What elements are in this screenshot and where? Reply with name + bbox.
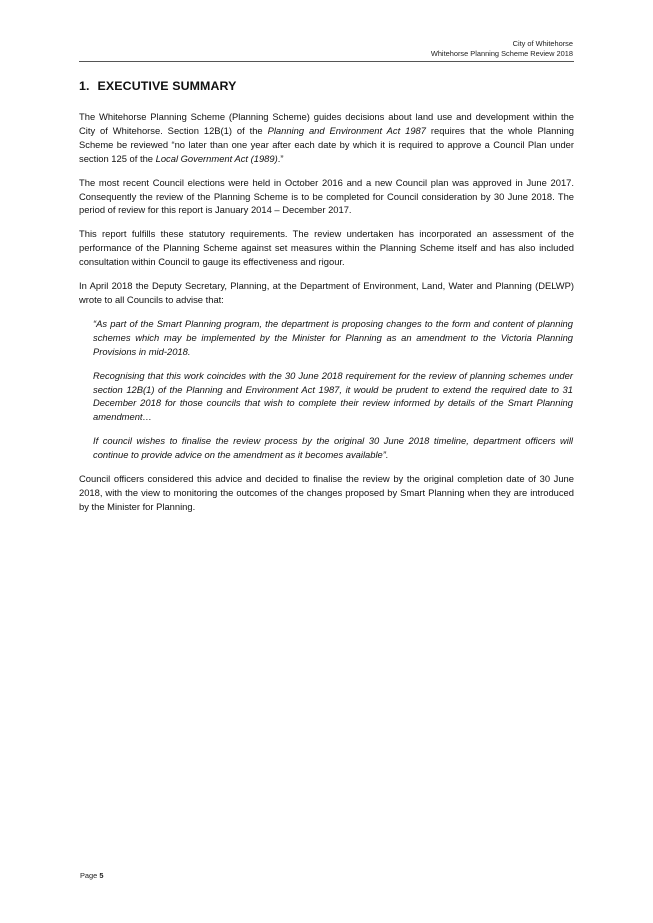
paragraph-elections: The most recent Council elections were held in October 2016 and a new Council plan was approved in June 2017. Consequently the review of the Planning Scheme is to be completed for Council consideration by 30 June 2018. The period of review for this report is January 2014 – December 2017.: [79, 176, 574, 216]
page-label: Page: [80, 871, 98, 880]
main-content: [79, 79, 574, 524]
page-number: 5: [99, 871, 104, 880]
paragraph-council-decision: Council officers considered this advice and decided to finalise the review by the original completion date of 30 June 2018, with the view to monitoring the outcomes of the changes proposed by Smart Planning when they are introduced by the Minister for Planning.: [79, 473, 574, 512]
section-heading: [79, 79, 574, 93]
quote-timeline: If council wishes to finalise the review process by the original 30 June 2018 timeline, department officers will continue to provide advice on the amendment as it becomes available”.: [93, 435, 573, 461]
section-title: EXECUTIVE SUMMARY: [97, 79, 237, 93]
header-document-title: Whitehorse Planning Scheme Review 2018: [430, 49, 573, 58]
paragraph-delwp-advice: In April 2018 the Deputy Secretary, Planning, at the Department of Environment, Land, Water and Planning (DELWP) wrote to all Councils to advise that:: [79, 280, 574, 305]
page-header: [431, 39, 573, 59]
page-footer: [80, 871, 103, 880]
section-number: 1.: [79, 79, 90, 93]
act-title: Planning and Environment Act 1987: [267, 124, 426, 136]
paragraph-intro: [79, 110, 574, 166]
paragraph-text: requires that the whole Planning Scheme be reviewed “no later than one year after each date by which it is required to approve a Council Plan under section 125 of the: [79, 124, 575, 164]
act-title: Local Government Act (1989): [155, 152, 278, 164]
paragraph-report-scope: This report fulfills these statutory requirements. The review undertaken has incorporated an assessment of the performance of the Planning Scheme against set measures within the Planning Scheme itself and has also included consultation within Council to gauge its effectiveness and rigour.: [79, 228, 574, 268]
header-organisation: City of Whitehorse: [512, 39, 573, 48]
paragraph-text: The Whitehorse Planning Scheme (Planning Scheme) guides decisions about land use and development within the City of Whitehorse. Section 12B(1) of the: [79, 111, 574, 136]
quote-smart-planning: “As part of the Smart Planning program, the department is proposing changes to the form and content of planning schemes which may be implemented by the Minister for Planning as an amendment to the Victoria Planning Provisions in mid-2018.: [93, 317, 573, 357]
quote-review-extension: Recognising that this work coincides with the 30 June 2018 requirement for the review of planning schemes under section 12B(1) of the Planning and Environment Act 1987, it would be prudent to extend the required date to 31 December 2018 for those councils that wish to complete their review informed by details of the Smart Planning amendment…: [93, 369, 573, 423]
paragraph-text: .”: [277, 152, 284, 164]
header-divider: [79, 61, 574, 62]
